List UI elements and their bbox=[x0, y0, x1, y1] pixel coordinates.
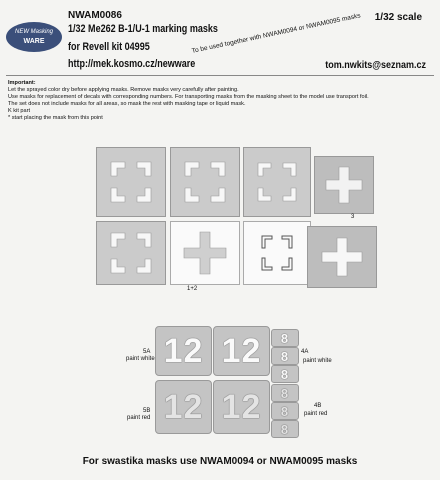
instruction-line: The set does not include masks for all areas, so mask the rest with masking tape or liquid mask. bbox=[8, 101, 246, 107]
number-12-mask: 12 bbox=[155, 326, 212, 376]
logo-line1: NEW Masking bbox=[14, 29, 53, 35]
part-label-3: 3 bbox=[351, 214, 355, 220]
label-5a: 5A bbox=[143, 349, 151, 355]
number-8-mask: 8 bbox=[271, 365, 299, 383]
instructions-heading: Important: bbox=[8, 80, 36, 86]
balkenkreuz-mask bbox=[307, 226, 377, 288]
scale-label: 1/32 scale bbox=[374, 12, 422, 23]
label-4a-note: paint white bbox=[303, 358, 332, 364]
instruction-line: * start placing the mask from this point bbox=[8, 115, 103, 121]
instruction-line: Let the sprayed color dry before applying masks. Remove masks very carefully after painting. bbox=[8, 87, 239, 93]
logo-line2: WARE bbox=[23, 38, 45, 45]
number-8-mask: 8 bbox=[271, 402, 299, 420]
number-8-mask: 8 bbox=[271, 384, 299, 402]
instructions bbox=[8, 80, 434, 122]
balkenkreuz-mask bbox=[314, 156, 374, 214]
part-label-1-2: 1+2 bbox=[187, 286, 198, 292]
label-5a-note: paint white bbox=[126, 356, 155, 362]
label-5b: 5B bbox=[143, 408, 151, 414]
number-12-mask: 12 bbox=[155, 380, 212, 434]
product-title: 1/32 Me262 B-1/U-1 marking masks bbox=[68, 23, 218, 35]
product-code: NWAM0086 bbox=[68, 10, 122, 21]
footer-note: For swastika masks use NWAM0094 or NWAM0095 masks bbox=[82, 456, 358, 467]
number-12-mask: 12 bbox=[213, 380, 270, 434]
label-4a: 4A bbox=[301, 349, 309, 355]
balkenkreuz-mask bbox=[243, 147, 311, 217]
brand-logo bbox=[6, 22, 62, 52]
balkenkreuz-mask bbox=[96, 147, 166, 217]
website-url: http://mek.kosmo.cz/newware bbox=[68, 58, 196, 70]
number-12-mask: 12 bbox=[213, 326, 270, 376]
balkenkreuz-mask bbox=[243, 221, 311, 285]
header-divider bbox=[6, 75, 434, 76]
number-8-mask: 8 bbox=[271, 420, 299, 438]
balkenkreuz-mask bbox=[170, 221, 240, 285]
contact-email: tom.nwkits@seznam.cz bbox=[325, 60, 426, 71]
label-4b-note: paint red bbox=[304, 411, 328, 417]
number-8-mask: 8 bbox=[271, 329, 299, 347]
number-8-mask: 8 bbox=[271, 347, 299, 365]
balkenkreuz-mask bbox=[96, 221, 166, 285]
instruction-line: Use masks for replacement of decals with corresponding numbers. For transporting masks from the masking sheet to the model use transport foil. bbox=[8, 94, 369, 100]
kit-reference: for Revell kit 04995 bbox=[68, 41, 150, 53]
balkenkreuz-mask bbox=[170, 147, 240, 217]
label-5b-note: paint red bbox=[127, 415, 151, 421]
instruction-line: K kit part bbox=[8, 108, 31, 114]
use-together-note: To be used together with NWAM0094 or NWAM0095 masks bbox=[191, 12, 362, 55]
label-4b: 4B bbox=[314, 403, 322, 409]
